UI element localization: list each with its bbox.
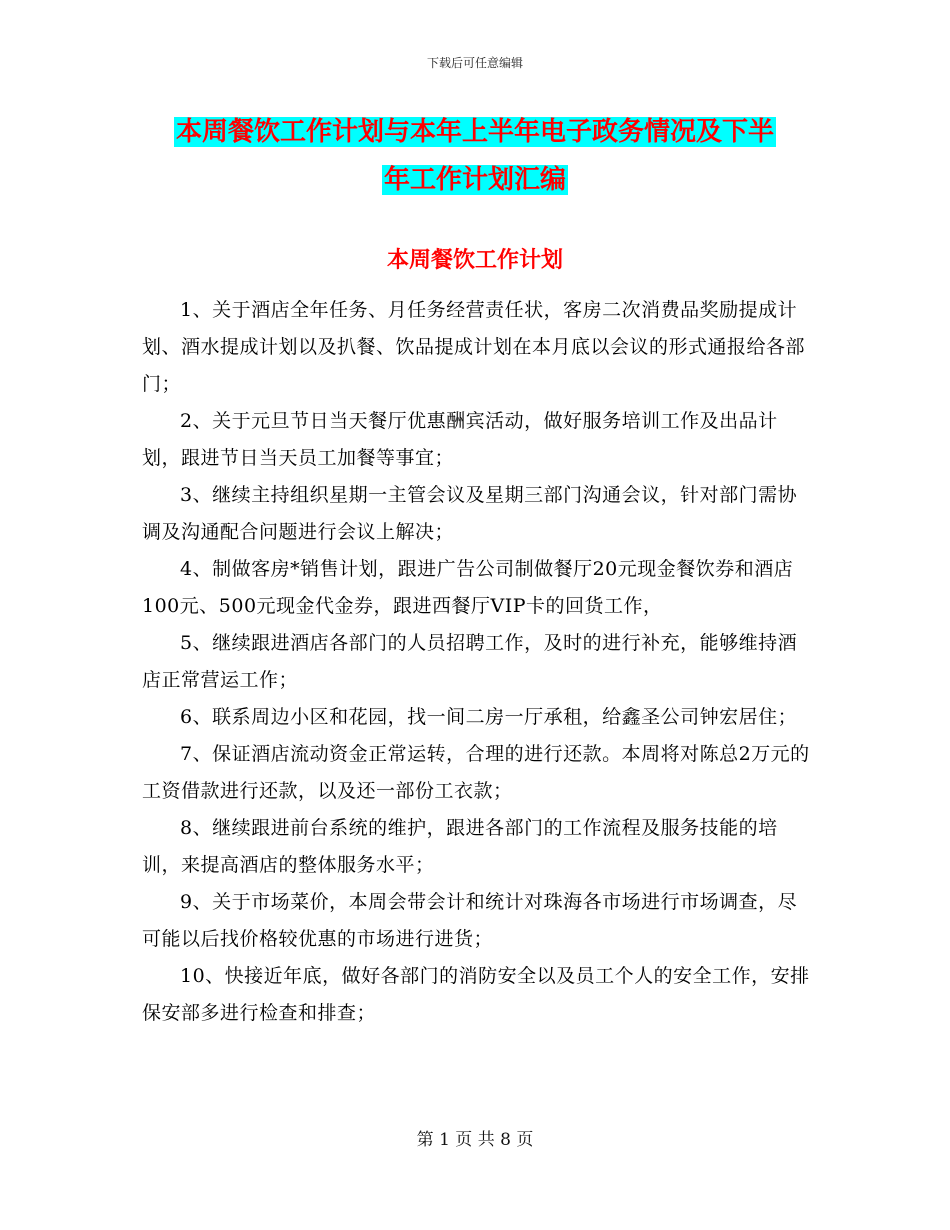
paragraph-9: 9、关于市场菜价，本周会带会计和统计对珠海各市场进行市场调查，尽可能以后找价格较优惠的市场进行进货；: [142, 891, 798, 950]
paragraph-3: 3、继续主持组织星期一主管会议及星期三部门沟通会议，针对部门需协调及沟通配合问题进行会议上解决；: [142, 484, 798, 543]
paragraph-6: 6、联系周边小区和花园，找一间二房一厅承租，给鑫圣公司钟宏居住；: [180, 706, 798, 728]
section-heading: 本周餐饮工作计划: [386, 248, 563, 273]
paragraph-5: 5、继续跟进酒店各部门的人员招聘工作，及时的进行补充，能够维持酒店正常营运工作；: [142, 632, 798, 691]
paragraph-10: 10、快接近年底，做好各部门的消防安全以及员工个人的安全工作，安排保安部多进行检查和排查；: [142, 965, 810, 1024]
paragraph-8: 8、继续跟进前台系统的维护，跟进各部门的工作流程及服务技能的培训，来提高酒店的整体服务水平；: [142, 817, 778, 876]
paragraph-1: 1、关于酒店全年任务、月任务经营责任状，客房二次消费品奖励提成计划、酒水提成计划以及扒餐、饮品提成计划在本月底以会议的形式通报给各部门；: [142, 299, 806, 395]
document-title-line-1: 本周餐饮工作计划与本年上半年电子政务情况及下半: [175, 117, 774, 147]
document-title: [150, 108, 800, 204]
page-header-note: 下载后可任意编辑: [426, 56, 523, 70]
paragraph-4: 4、制做客房*销售计划，跟进广告公司制做餐厅20元现金餐饮券和酒店100元、500元现金代金券，跟进西餐厅VIP卡的回货工作，: [142, 558, 794, 617]
paragraph-2: 2、关于元旦节日当天餐厅优惠酬宾活动，做好服务培训工作及出品计划，跟进节日当天员工加餐等事宜；: [142, 410, 778, 469]
document-body: [142, 292, 810, 1032]
page-number: 第 1 页 共 8 页: [416, 1130, 534, 1150]
document-title-line-2: 年工作计划汇编: [383, 165, 566, 195]
paragraph-7: 7、保证酒店流动资金正常运转，合理的进行还款。本周将对陈总2万元的工资借款进行还款，以及还一部份工衣款；: [142, 743, 810, 802]
